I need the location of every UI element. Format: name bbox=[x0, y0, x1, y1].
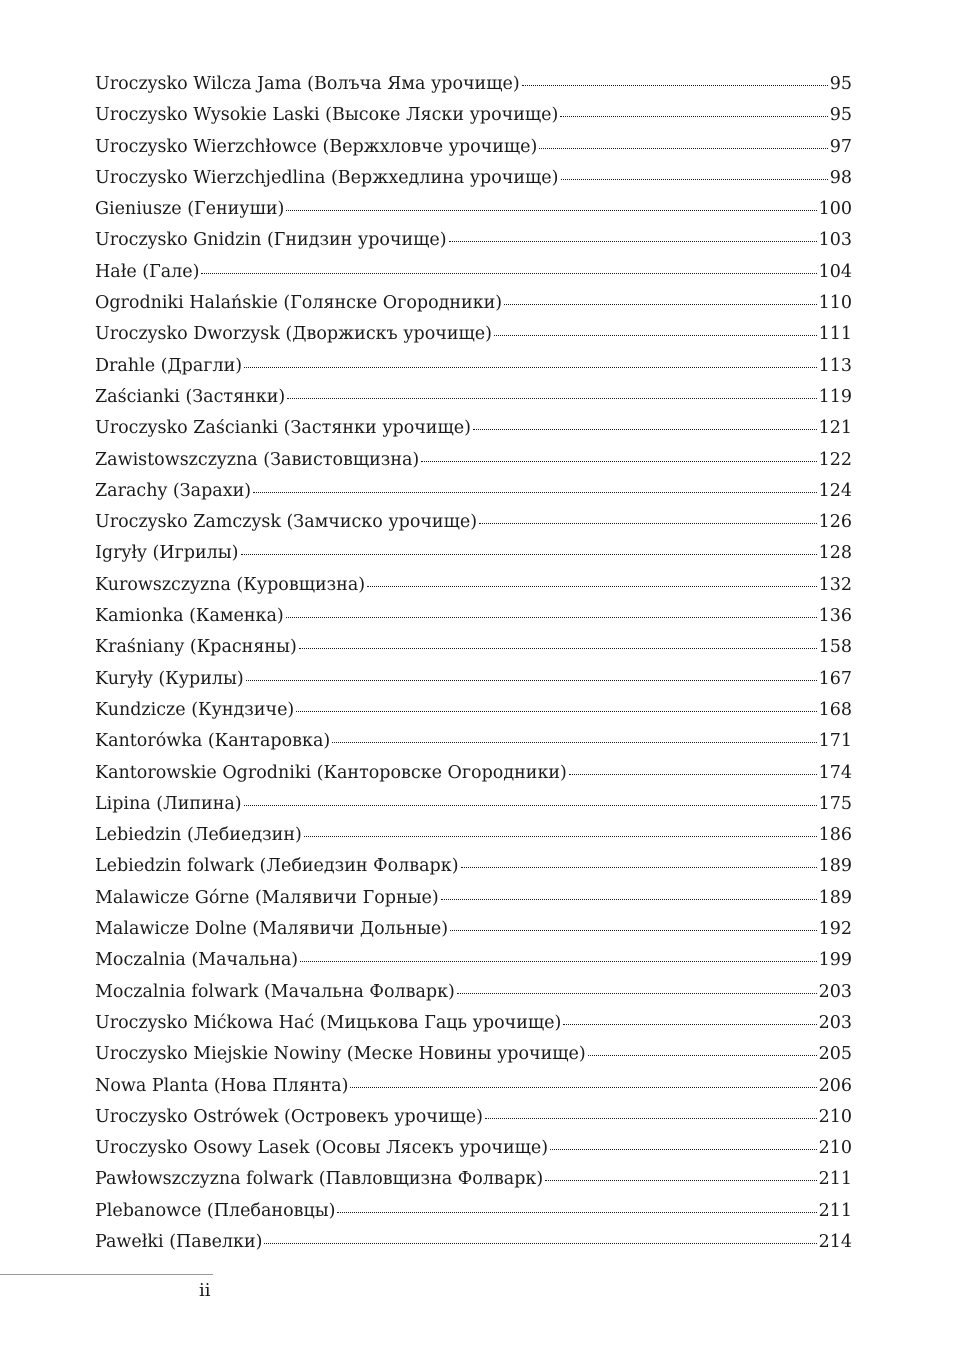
dot-leader bbox=[332, 729, 816, 747]
toc-entry-page: 121 bbox=[818, 418, 852, 439]
dot-leader bbox=[287, 384, 816, 402]
dot-leader bbox=[296, 697, 816, 715]
toc-entry-title: Zarachy (Зарахи) bbox=[95, 480, 252, 501]
toc-entry[interactable] bbox=[95, 697, 852, 728]
toc-entry[interactable] bbox=[95, 666, 852, 697]
dot-leader bbox=[461, 854, 817, 872]
toc-entry[interactable] bbox=[95, 947, 852, 978]
toc-entry-title: Moczalnia folwark (Мачальна Фолварк) bbox=[95, 981, 455, 1002]
footer-divider bbox=[0, 1274, 213, 1275]
toc-entry-page: 175 bbox=[818, 793, 852, 814]
toc-entry-title: Uroczysko Wilcza Jama (Волъча Яма урочище) bbox=[95, 74, 520, 94]
toc-entry-title: Hałe (Гале) bbox=[95, 261, 200, 282]
toc-entry-page: 168 bbox=[818, 699, 852, 720]
toc-entry-page: 206 bbox=[818, 1075, 852, 1096]
toc-entry-title: Uroczysko Zamczysk (Замчиско урочище) bbox=[95, 512, 478, 533]
toc-entry[interactable] bbox=[95, 227, 852, 258]
toc-entry-page: 186 bbox=[818, 825, 852, 846]
toc-entry-page: 203 bbox=[818, 981, 852, 1002]
dot-leader bbox=[473, 416, 817, 434]
dot-leader bbox=[241, 541, 817, 559]
toc-entry-title: Uroczysko Dworzysk (Дворжискъ урочище) bbox=[95, 324, 492, 345]
toc-entry-title: Uroczysko Miejskie Nowiny (Меске Новины урочище) bbox=[95, 1044, 586, 1065]
dot-leader bbox=[201, 259, 816, 277]
dot-leader bbox=[504, 291, 816, 309]
dot-leader bbox=[563, 1010, 816, 1028]
toc-entry-title: Uroczysko Gnidzin (Гнидзин урочище) bbox=[95, 230, 447, 251]
toc-entry-title: Pawłowszczyzna folwark (Павловщизна Фолварк) bbox=[95, 1169, 544, 1190]
dot-leader bbox=[304, 823, 817, 841]
toc-entry-title: Gieniusze (Гениуши) bbox=[95, 199, 285, 220]
dot-leader bbox=[457, 979, 817, 997]
dot-leader bbox=[522, 72, 828, 90]
toc-entry-page: 210 bbox=[818, 1138, 852, 1159]
toc-entry-page: 211 bbox=[818, 1169, 852, 1190]
toc-entry-page: 95 bbox=[829, 105, 852, 126]
toc-entry-title: Plebanowce (Плебановцы) bbox=[95, 1200, 336, 1221]
toc-entry-page: 128 bbox=[818, 543, 852, 564]
toc-entry[interactable] bbox=[95, 916, 852, 947]
toc-entry[interactable] bbox=[95, 1198, 852, 1229]
toc-entry-title: Malawicze Górne (Малявичи Горные) bbox=[95, 887, 439, 908]
toc-entry-title: Kraśniany (Красняны) bbox=[95, 637, 297, 658]
toc-entry-page: 192 bbox=[818, 919, 852, 940]
page-number: ii bbox=[199, 1280, 211, 1301]
toc-entry[interactable] bbox=[95, 290, 852, 321]
dot-leader bbox=[545, 1167, 816, 1185]
dot-leader bbox=[569, 760, 817, 778]
toc-entry[interactable] bbox=[95, 1166, 852, 1197]
toc-entry[interactable] bbox=[95, 572, 852, 603]
dot-leader bbox=[539, 134, 827, 152]
toc-entry[interactable] bbox=[95, 1010, 852, 1041]
toc-entry-title: Lebiedzin folwark (Лебиедзин Фолварк) bbox=[95, 856, 459, 877]
dot-leader bbox=[253, 478, 817, 496]
toc-entry-title: Zaścianki (Застянки) bbox=[95, 386, 286, 407]
toc-entry-title: Malawicze Dolne (Малявичи Дольные) bbox=[95, 919, 449, 940]
toc-entry-title: Kamionka (Каменка) bbox=[95, 606, 284, 627]
toc-entry-title: Uroczysko Wierzchjedlina (Вержхедлина урочище) bbox=[95, 167, 559, 188]
toc-entry[interactable] bbox=[95, 353, 852, 384]
toc-entry[interactable] bbox=[95, 134, 852, 165]
toc-entry-title: Lipina (Липина) bbox=[95, 793, 242, 814]
toc-entry-page: 113 bbox=[818, 355, 852, 376]
toc-entry[interactable] bbox=[95, 1229, 852, 1260]
toc-entry-page: 174 bbox=[818, 762, 852, 783]
dot-leader bbox=[588, 1042, 817, 1060]
dot-leader bbox=[485, 1104, 817, 1122]
toc-entry-page: 211 bbox=[818, 1200, 852, 1221]
dot-leader bbox=[441, 885, 817, 903]
dot-leader bbox=[550, 1136, 816, 1154]
dot-leader bbox=[244, 353, 817, 371]
toc-entry[interactable] bbox=[95, 415, 852, 446]
dot-leader bbox=[367, 572, 816, 590]
toc-entry[interactable] bbox=[95, 853, 852, 884]
toc-entry[interactable] bbox=[95, 885, 852, 916]
toc-entry[interactable] bbox=[95, 384, 852, 415]
toc-entry-page: 136 bbox=[818, 606, 852, 627]
toc-entry-title: Uroczysko Osowy Lasek (Осовы Лясекъ урочище) bbox=[95, 1138, 549, 1159]
toc-entry-page: 132 bbox=[818, 574, 852, 595]
toc-entry[interactable] bbox=[95, 1073, 852, 1104]
dot-leader bbox=[449, 228, 817, 246]
dot-leader bbox=[560, 103, 827, 121]
table-of-contents bbox=[95, 71, 852, 1260]
dot-leader bbox=[246, 666, 817, 684]
toc-entry-page: 205 bbox=[818, 1044, 852, 1065]
toc-entry-page: 95 bbox=[829, 74, 852, 94]
toc-entry[interactable] bbox=[95, 603, 852, 634]
dot-leader bbox=[286, 197, 816, 215]
toc-entry[interactable] bbox=[95, 1041, 852, 1072]
toc-entry[interactable] bbox=[95, 165, 852, 196]
toc-entry[interactable] bbox=[95, 822, 852, 853]
toc-entry-page: 124 bbox=[818, 480, 852, 501]
toc-entry-title: Moczalnia (Мачальна) bbox=[95, 950, 299, 971]
dot-leader bbox=[337, 1198, 816, 1216]
dot-leader bbox=[494, 322, 817, 340]
dot-leader bbox=[479, 510, 817, 528]
toc-entry[interactable] bbox=[95, 1135, 852, 1166]
toc-entry-page: 167 bbox=[818, 668, 852, 689]
toc-entry-title: Drahle (Драгли) bbox=[95, 355, 243, 376]
toc-entry-page: 104 bbox=[818, 261, 852, 282]
toc-entry-page: 122 bbox=[818, 449, 852, 470]
toc-entry[interactable] bbox=[95, 509, 852, 540]
toc-entry-title: Kurowszczyzna (Куровщизна) bbox=[95, 574, 366, 595]
toc-entry-title: Uroczysko Zaścianki (Застянки урочище) bbox=[95, 418, 471, 439]
toc-entry-page: 199 bbox=[818, 950, 852, 971]
toc-entry[interactable] bbox=[95, 791, 852, 822]
toc-entry-title: Uroczysko Mićkowa Hać (Мицькова Гаць урочище) bbox=[95, 1012, 562, 1033]
toc-entry-title: Zawistowszczyzna (Завистовщизна) bbox=[95, 449, 420, 470]
toc-entry-title: Ogrodniki Halańskie (Голянске Огородники) bbox=[95, 293, 503, 314]
toc-entry-title: Kantorówka (Кантаровка) bbox=[95, 731, 331, 752]
toc-entry[interactable] bbox=[95, 102, 852, 133]
toc-entry[interactable] bbox=[95, 478, 852, 509]
dot-leader bbox=[350, 1073, 816, 1091]
toc-entry-title: Nowa Planta (Нова Плянта) bbox=[95, 1075, 349, 1096]
toc-entry[interactable] bbox=[95, 728, 852, 759]
toc-entry-title: Uroczysko Ostrówek (Островекъ урочище) bbox=[95, 1106, 483, 1127]
toc-entry-page: 110 bbox=[818, 293, 852, 314]
dot-leader bbox=[264, 1229, 816, 1247]
toc-entry-page: 189 bbox=[818, 887, 852, 908]
toc-entry-page: 214 bbox=[818, 1231, 852, 1252]
toc-entry[interactable] bbox=[95, 760, 852, 791]
toc-entry-page: 103 bbox=[818, 230, 852, 251]
toc-entry-page: 158 bbox=[818, 637, 852, 658]
toc-entry[interactable] bbox=[95, 71, 852, 102]
dot-leader bbox=[299, 635, 817, 653]
toc-entry[interactable] bbox=[95, 196, 852, 227]
toc-entry-page: 119 bbox=[818, 386, 852, 407]
toc-entry-page: 210 bbox=[818, 1106, 852, 1127]
toc-entry-title: Kantorowskie Ogrodniki (Канторовске Огородники) bbox=[95, 762, 567, 783]
toc-entry-page: 111 bbox=[818, 324, 852, 345]
toc-entry-title: Uroczysko Wysokie Laski (Высоке Ляски урочище) bbox=[95, 105, 559, 126]
toc-entry-title: Uroczysko Wierzchłowce (Вержхловче урочище) bbox=[95, 136, 538, 157]
toc-entry-page: 97 bbox=[829, 136, 852, 157]
toc-entry-title: Igryły (Игрилы) bbox=[95, 543, 239, 564]
toc-entry[interactable] bbox=[95, 1104, 852, 1135]
dot-leader bbox=[421, 447, 816, 465]
toc-entry-page: 126 bbox=[818, 512, 852, 533]
toc-entry-title: Pawełki (Павелки) bbox=[95, 1231, 263, 1252]
dot-leader bbox=[244, 791, 817, 809]
toc-entry[interactable] bbox=[95, 634, 852, 665]
toc-entry-title: Kundzicze (Кундзиче) bbox=[95, 699, 295, 720]
toc-entry-page: 171 bbox=[818, 731, 852, 752]
toc-entry[interactable] bbox=[95, 540, 852, 571]
toc-entry-page: 203 bbox=[818, 1012, 852, 1033]
dot-leader bbox=[561, 165, 828, 183]
toc-entry[interactable] bbox=[95, 259, 852, 290]
toc-entry-page: 189 bbox=[818, 856, 852, 877]
toc-entry[interactable] bbox=[95, 321, 852, 352]
dot-leader bbox=[450, 917, 817, 935]
toc-entry[interactable] bbox=[95, 979, 852, 1010]
toc-entry-title: Lebiedzin (Лебиедзин) bbox=[95, 825, 302, 846]
dot-leader bbox=[286, 604, 817, 622]
toc-entry-page: 98 bbox=[829, 167, 852, 188]
toc-entry-title: Kuryły (Курилы) bbox=[95, 668, 244, 689]
toc-entry[interactable] bbox=[95, 447, 852, 478]
dot-leader bbox=[300, 948, 816, 966]
toc-entry-page: 100 bbox=[818, 199, 852, 220]
